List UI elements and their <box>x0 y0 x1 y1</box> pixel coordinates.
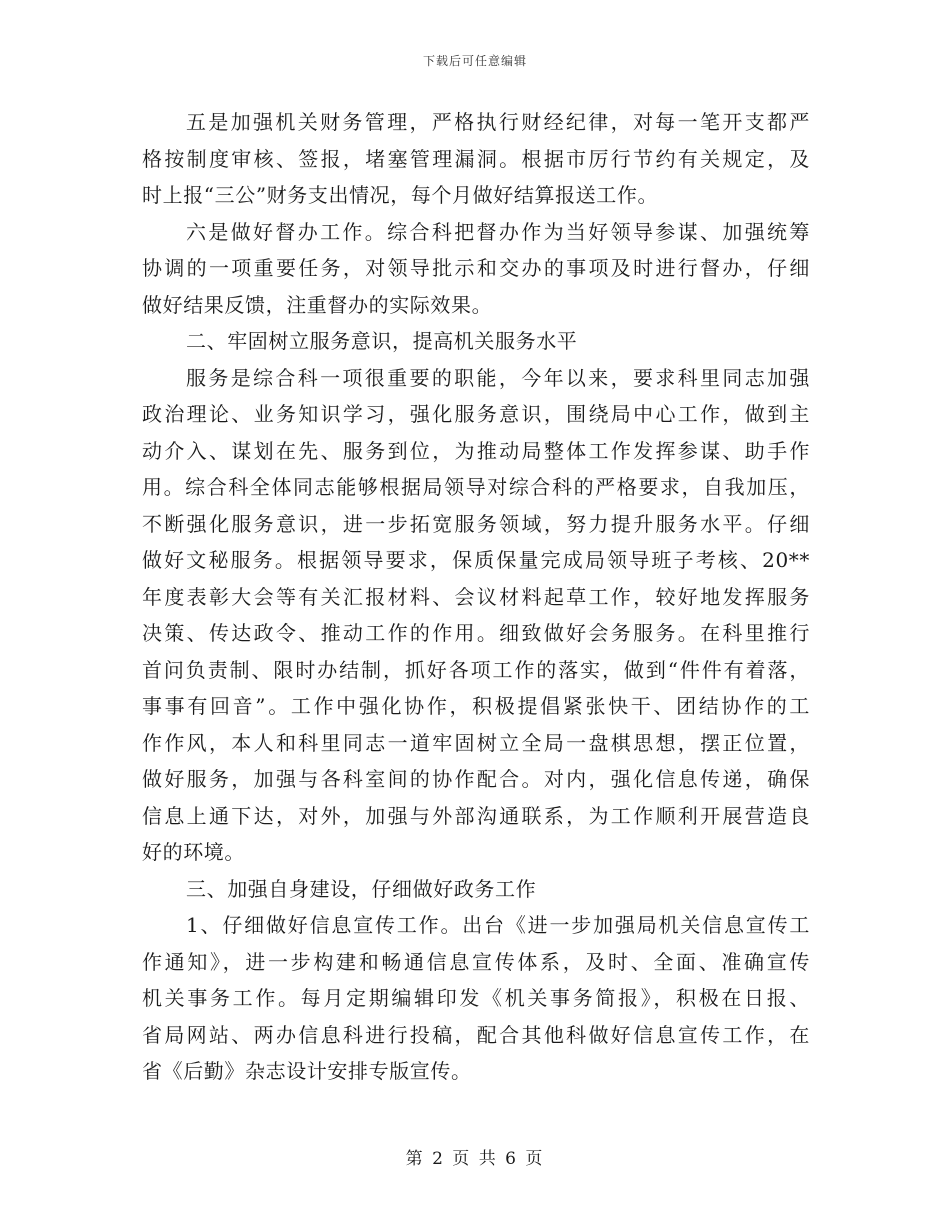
text-line: 三、加强自身建设，仔细做好政务工作 <box>186 876 537 901</box>
page-footer: 第 2 页 共 6 页 <box>405 1149 545 1169</box>
text-line: 二、牢固树立服务意识，提高机关服务水平 <box>186 329 578 353</box>
text-line: 事事有回音”。工作中强化协作，积极提倡紧张快干、团结协作的工 <box>142 694 810 718</box>
text-line: 做好服务，加强与各科室间的协作配合。对内，强化信息传递，确保 <box>142 767 810 791</box>
text-line: 政治理论、业务知识学习，强化服务意识，围绕局中心工作，做到主 <box>142 402 810 426</box>
text-line: 首问负责制、限时办结制，抓好各项工作的落实，做到“件件有着落， <box>142 657 810 682</box>
text-line: 决策、传达政令、推动工作的作用。细致做好会务服务。在科里推行 <box>142 621 810 645</box>
text-line: 服务是综合科一项很重要的职能，今年以来，要求科里同志加强 <box>186 365 810 390</box>
text-line: 作通知》，进一步构建和畅通信息宣传体系，及时、全面、准确宣传 <box>142 949 810 974</box>
text-line: 不断强化服务意识，进一步拓宽服务领域，努力提升服务水平。仔细 <box>142 511 810 536</box>
text-line: 时上报“三公”财务支出情况，每个月做好结算报送工作。 <box>142 183 659 207</box>
body-text <box>142 104 810 1090</box>
text-line: 省《后勤》杂志设计安排专版宣传。 <box>142 1059 472 1083</box>
text-line: 格按制度审核、签报，堵塞管理漏洞。根据市厉行节约有关规定，及 <box>142 146 810 171</box>
text-line: 1、仔细做好信息宣传工作。出台《进一步加强局机关信息宣传工 <box>186 913 810 937</box>
text-line: 协调的一项重要任务，对领导批示和交办的事项及时进行督办，仔细 <box>142 256 810 280</box>
text-line: 动介入、谋划在先、服务到位，为推动局整体工作发挥参谋、助手作 <box>142 438 810 463</box>
text-line: 好的环境。 <box>142 840 245 864</box>
text-line: 信息上通下达，对外，加强与外部沟通联系，为工作顺利开展营造良 <box>142 803 810 828</box>
page-header: 下载后可任意编辑 <box>422 54 527 68</box>
text-line: 做好文秘服务。根据领导要求，保质保量完成局领导班子考核、20** <box>142 548 810 572</box>
text-line: 省局网站、两办信息科进行投稿，配合其他科做好信息宣传工作，在 <box>142 1022 810 1047</box>
text-line: 机关事务工作。每月定期编辑印发《机关事务简报》，积极在日报、 <box>142 986 810 1010</box>
text-line: 六是做好督办工作。综合科把督办作为当好领导参谋、加强统筹 <box>186 219 810 244</box>
text-line: 年度表彰大会等有关汇报材料、会议材料起草工作，较好地发挥服务 <box>142 584 810 609</box>
text-line: 五是加强机关财务管理，严格执行财经纪律，对每一笔开支都严 <box>186 110 810 134</box>
text-line: 用。综合科全体同志能够根据局领导对综合科的严格要求，自我加压， <box>142 475 810 499</box>
text-line: 作作风，本人和科里同志一道牢固树立全局一盘棋思想，摆正位置， <box>142 730 810 755</box>
text-line: 做好结果反馈，注重督办的实际效果。 <box>142 292 493 317</box>
